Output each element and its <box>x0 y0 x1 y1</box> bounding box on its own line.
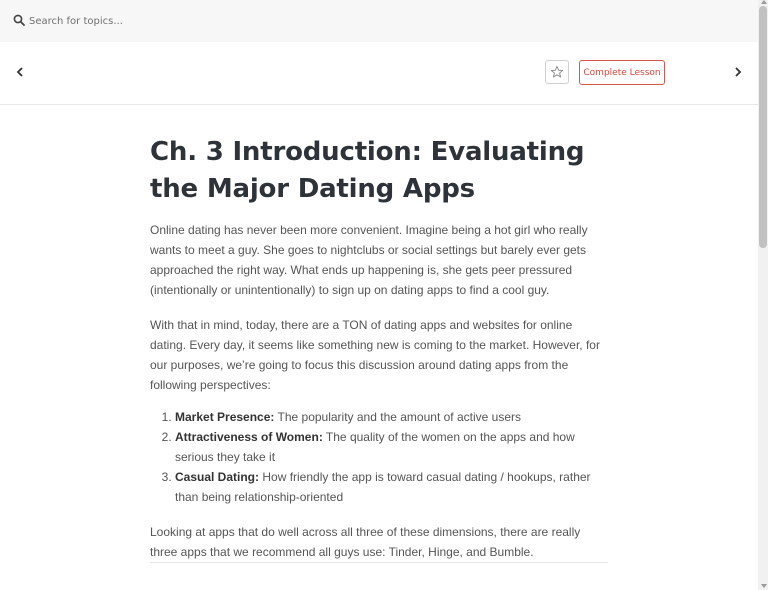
search-input[interactable] <box>29 12 429 30</box>
list-item-desc: The quality of the women on the apps and how serious they take it <box>175 430 575 464</box>
list-item-desc: How friendly the app is toward casual dating / hookups, rather than being relationship-oriented <box>175 470 591 504</box>
lesson-paragraph: Online dating has never been more convenient. Imagine being a hot girl who really wants to meet a guy. She goes to nightclubs or social settings but barely ever gets approached the right way. What ends up happening is, she gets peer pressured (intentionally or unintentionally) to sign up on dating apps to find a cool guy. <box>150 223 588 297</box>
previous-lesson-button[interactable] <box>12 64 28 80</box>
lesson-content <box>150 134 610 562</box>
scroll-up-arrow-icon[interactable] <box>761 0 767 4</box>
list-item <box>175 467 610 507</box>
content-divider <box>150 562 608 563</box>
list-item-term: Attractiveness of Women: <box>175 430 323 444</box>
lesson-toolbar <box>0 42 758 105</box>
search-icon <box>13 14 25 26</box>
next-lesson-button[interactable] <box>730 64 746 80</box>
lesson-title: Ch. 3 Introduction: Evaluating the Major Dating Apps <box>150 137 585 204</box>
favorite-button[interactable] <box>545 60 569 84</box>
list-item-term: Casual Dating: <box>175 470 260 484</box>
star-icon <box>550 65 564 79</box>
scrollbar[interactable] <box>758 0 768 590</box>
lesson-paragraph: With that in mind, today, there are a TON of dating apps and websites for online dating. Every day, it seems like something new is coming to the market. However, for our purposes, we’re going to focus this discussion around dating apps from the following perspectives: <box>150 318 600 392</box>
scroll-thumb[interactable] <box>759 6 767 248</box>
list-item-term: Market Presence: <box>175 410 275 424</box>
list-item <box>175 407 610 427</box>
complete-lesson-button[interactable]: Complete Lesson <box>579 60 665 85</box>
list-item <box>175 427 610 467</box>
scroll-down-arrow-icon[interactable] <box>761 584 767 588</box>
chevron-left-icon <box>16 67 24 77</box>
search-bar <box>0 0 758 42</box>
lesson-paragraph: Looking at apps that do well across all three of these dimensions, there are really three apps that we recommend all guys use: Tinder, Hinge, and Bumble. <box>150 525 581 559</box>
chevron-right-icon <box>734 67 742 77</box>
list-item-desc: The popularity and the amount of active users <box>274 410 521 424</box>
perspectives-list <box>150 407 610 507</box>
